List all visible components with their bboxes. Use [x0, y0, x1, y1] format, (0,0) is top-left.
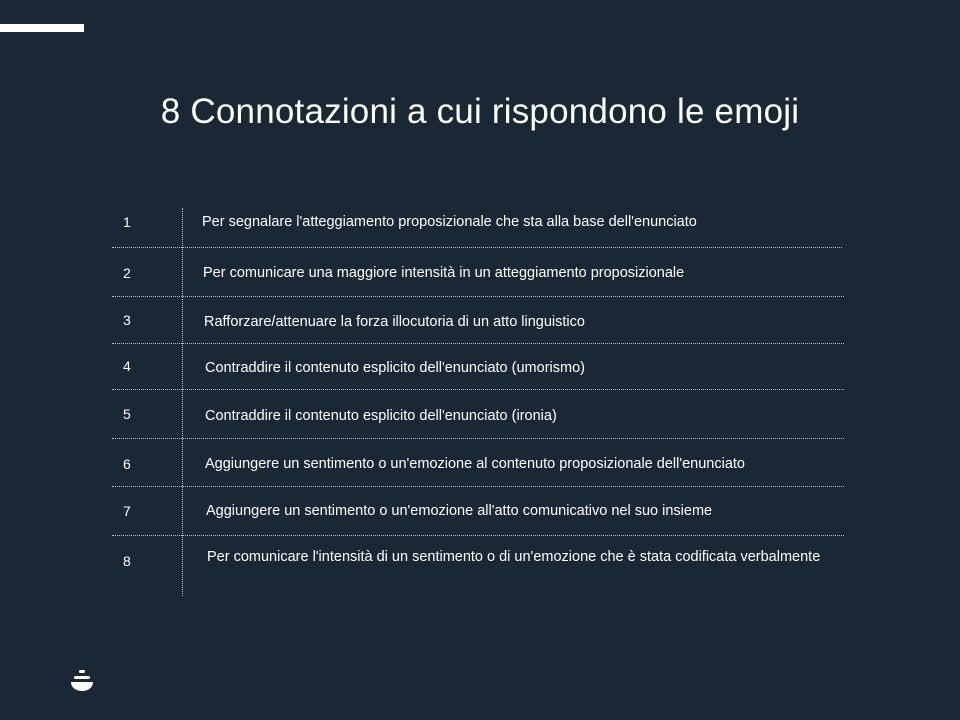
row-text: Contraddire il contenuto esplicito dell'enunciato (umorismo)	[205, 360, 585, 376]
row-number: 7	[123, 503, 131, 519]
row-number: 6	[123, 456, 131, 472]
row-divider	[112, 343, 844, 344]
row-text: Per comunicare l'intensità di un sentimento o di un'emozione che è stata codificata verbalmente	[207, 549, 821, 565]
row-number: 2	[123, 265, 131, 281]
row-number: 8	[123, 553, 131, 569]
row-divider	[112, 535, 844, 536]
row-text: Rafforzare/attenuare la forza illocutoria di un atto linguistico	[204, 314, 585, 330]
row-number: 5	[123, 406, 131, 422]
row-divider	[112, 296, 844, 297]
row-text: Aggiungere un sentimento o un'emozione all'atto comunicativo nel suo insieme	[206, 503, 713, 519]
row-text: Aggiungere un sentimento o un'emozione al contenuto proposizionale dell'enunciato	[205, 456, 745, 472]
row-divider	[112, 486, 844, 487]
row-divider	[112, 438, 844, 439]
slide-title: 8 Connotazioni a cui rispondono le emoji	[160, 92, 800, 131]
row-text: Per segnalare l'atteggiamento proposizionale che sta alla base dell'enunciato	[202, 214, 697, 230]
row-number: 4	[123, 358, 131, 374]
row-text: Per comunicare una maggiore intensità in un atteggiamento proposizionale	[203, 265, 685, 281]
table-vertical-divider	[182, 208, 183, 596]
row-text: Contraddire il contenuto esplicito dell'enunciato (ironia)	[205, 408, 557, 424]
top-accent-bar	[0, 24, 84, 32]
row-number: 1	[123, 214, 131, 230]
row-divider	[112, 247, 842, 248]
stacked-bowl-icon	[70, 668, 94, 692]
row-divider	[112, 389, 844, 390]
row-number: 3	[123, 312, 131, 328]
